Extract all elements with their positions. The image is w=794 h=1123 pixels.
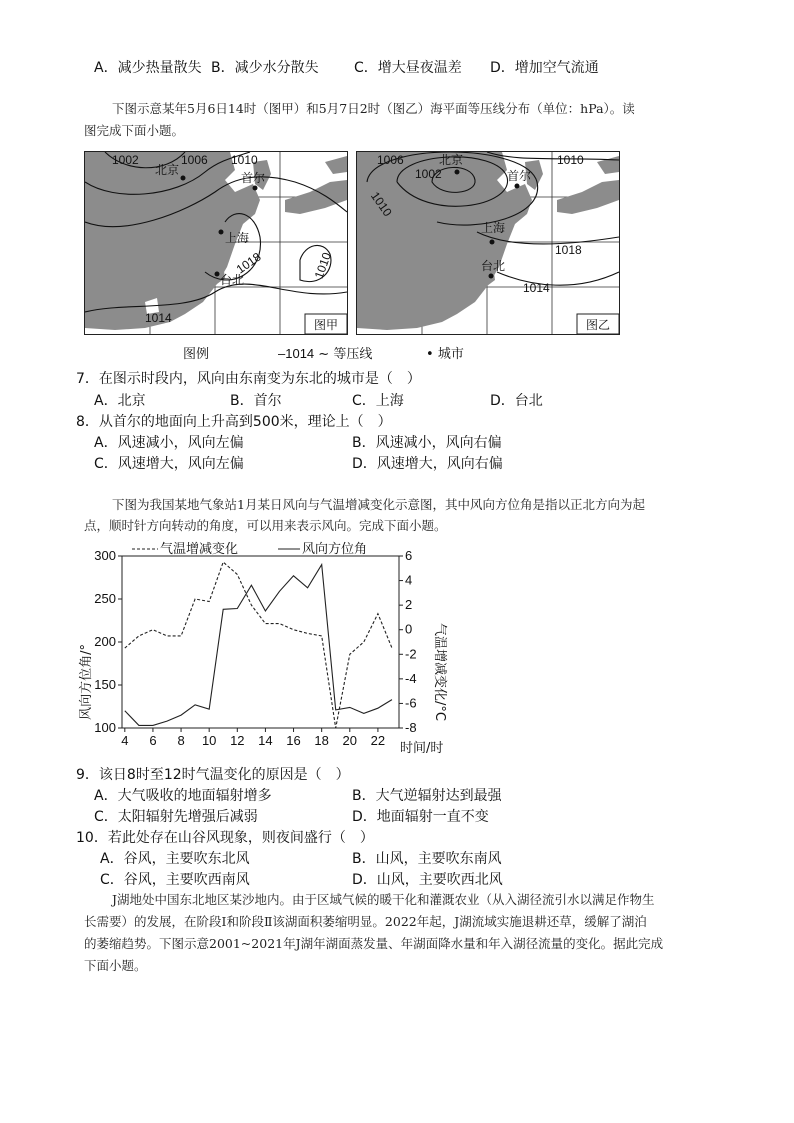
- city-dot-beijing: [455, 170, 460, 175]
- city-label-seoul: 首尔: [241, 171, 266, 185]
- city-label-beijing: 北京: [155, 163, 180, 177]
- y2-tick-label: 0: [405, 621, 413, 637]
- y-tick-label: 150: [94, 677, 116, 692]
- isobar-label-1010: 1010: [557, 153, 584, 167]
- intro-paragraph-2-line-2: 点，顺时针方向转动的角度，可以用来表示风向。完成下面小题。: [84, 518, 447, 533]
- q10-option-d: D．山风，主要吹西北风: [352, 872, 503, 888]
- x-tick-label: 8: [177, 733, 185, 748]
- city-label-taipei: 台北: [220, 273, 245, 287]
- q10-option-b: B．山风，主要吹东南风: [352, 851, 502, 867]
- map-tag-jia: 图甲: [314, 318, 339, 332]
- isobar-map-jia: [84, 151, 348, 335]
- q10-stem: 10．若此处存在山谷风现象，则夜间盛行（ ）: [76, 830, 374, 846]
- x-tick-label: 20: [342, 733, 358, 748]
- plot-frame: [122, 556, 399, 728]
- q9-option-b: B．大气逆辐射达到最强: [352, 788, 502, 804]
- series-temperature-line: [125, 562, 392, 728]
- isobar-label-1018: 1018: [555, 243, 582, 257]
- legend-isobar-value: 1014: [285, 346, 315, 361]
- wind-temperature-chart: [74, 540, 454, 758]
- isobar-label-1014: 1014: [145, 311, 172, 325]
- legend-temp-label: 气温增减变化: [160, 542, 239, 557]
- x-tick-label: 12: [230, 733, 245, 748]
- q7-option-b: B．首尔: [230, 393, 282, 409]
- legend-isobar-label: 等压线: [333, 347, 373, 362]
- city-label-beijing: 北京: [439, 153, 464, 167]
- x-tick-label: 4: [121, 733, 129, 748]
- q8-option-b: B．风速减小，风向右偏: [352, 435, 502, 451]
- q9-stem: 9．该日8时至12时气温变化的原因是（ ）: [76, 767, 350, 783]
- isobar-label-1018: 1018: [233, 249, 264, 277]
- city-label-shanghai: 上海: [225, 231, 250, 245]
- q7-stem: 7．在图示时段内，风向由东南变为东北的城市是（ ）: [76, 371, 421, 387]
- isobar-label-1006: 1006: [181, 153, 208, 167]
- city-dot-beijing: [181, 176, 186, 181]
- q8-option-d: D．风速增大，风向右偏: [352, 456, 503, 472]
- y2-tick-label: -4: [405, 670, 417, 686]
- city-label-seoul: 首尔: [507, 169, 532, 183]
- y2-tick-label: -8: [405, 720, 417, 735]
- city-dot-seoul: [253, 186, 258, 191]
- intro-paragraph-3-line-3: 的萎缩趋势。下图示意2001~2021年J湖年湖面蒸发量、年湖面降水量和年入湖径流量的变化。据此完成: [84, 936, 664, 951]
- isobar-map-yi: [356, 151, 620, 335]
- y-tick-label: 250: [94, 591, 116, 606]
- q9-option-d: D．地面辐射一直不变: [352, 809, 489, 825]
- city-dot-taipei: [215, 272, 220, 277]
- intro-paragraph-3-line-2: 长需要）的发展，在阶段Ⅰ和阶段Ⅱ该湖面积萎缩明显。2022年起，J湖流域实施退耕还草，缓解了湖泊: [84, 914, 647, 929]
- isobar-label-1010-b: 1010: [311, 250, 334, 281]
- y-tick-label: 300: [94, 548, 116, 563]
- q10-option-c: C．谷风，主要吹西南风: [100, 872, 250, 888]
- isobar-label-1014: 1014: [523, 281, 550, 295]
- y2-tick-label: 4: [405, 572, 413, 588]
- isobar-label-1002: 1002: [112, 153, 139, 167]
- q8-option-a: A．风速减小，风向左偏: [94, 435, 244, 451]
- isobar-label-1006: 1006: [377, 153, 404, 167]
- city-label-taipei: 台北: [481, 259, 506, 273]
- x-axis-label: 时间/时: [400, 741, 444, 756]
- city-dot-shanghai: [219, 230, 224, 235]
- legend-title: 图例: [183, 347, 210, 362]
- q10-option-a: A．谷风，主要吹东北风: [100, 851, 250, 867]
- y-tick-label: 100: [94, 720, 116, 735]
- x-tick-label: 16: [286, 733, 301, 748]
- q6-option-a: A．减少热量散失: [94, 60, 202, 76]
- city-dot-seoul: [515, 184, 520, 189]
- city-dot-shanghai: [490, 240, 495, 245]
- legend-isobar: –1014 ~ 等压线: [278, 346, 373, 362]
- y2-tick-label: -2: [405, 646, 417, 662]
- series-wind-direction-line: [125, 565, 392, 726]
- isobar-label-1010-b: 1010: [367, 189, 395, 220]
- intro-paragraph-2-line-1: 下图为我国某地气象站1月某日风向与气温增减变化示意图，其中风向方位角是指以正北方向为起: [112, 497, 645, 512]
- q7-option-a: A．北京: [94, 393, 146, 409]
- legend-wind-label: 风向方位角: [302, 542, 368, 557]
- x-tick-label: 10: [201, 733, 217, 748]
- isobar-label-1002: 1002: [415, 167, 442, 181]
- y2-axis-label: 气温增减变化/°C: [432, 623, 447, 721]
- y-tick-label: 200: [94, 634, 116, 649]
- y2-tick-label: -6: [405, 695, 417, 711]
- q6-option-c: C．增大昼夜温差: [354, 60, 462, 76]
- q8-option-c: C．风速增大，风向左偏: [94, 456, 244, 472]
- q9-option-c: C．太阳辐射先增强后减弱: [94, 809, 258, 825]
- q9-option-a: A．大气吸收的地面辐射增多: [94, 788, 272, 804]
- intro-paragraph-1-line-2: 图完成下面小题。: [84, 123, 185, 138]
- x-tick-label: 14: [258, 733, 273, 748]
- x-tick-label: 6: [149, 733, 157, 748]
- x-tick-label: 22: [370, 733, 386, 748]
- legend-city: [426, 343, 464, 362]
- q7-option-c: C．上海: [352, 393, 404, 409]
- legend-city-dot: •: [426, 347, 434, 362]
- q6-option-b: B．减少水分散失: [211, 60, 319, 76]
- intro-paragraph-1-line-1: 下图示意某年5月6日14时（图甲）和5月7日2时（图乙）海平面等压线分布（单位：hPa）。读: [112, 101, 635, 116]
- q8-stem: 8．从首尔的地面向上升高到500米，理论上（ ）: [76, 414, 392, 430]
- city-label-shanghai: 上海: [481, 221, 506, 235]
- q7-option-d: D．台北: [490, 393, 543, 409]
- intro-paragraph-3-line-4: 下面小题。: [84, 958, 147, 973]
- y2-tick-label: 6: [405, 548, 413, 563]
- legend-city-label: 城市: [437, 347, 464, 362]
- city-dot-taipei: [489, 274, 494, 279]
- intro-paragraph-3-line-1: J湖地处中国东北地区某沙地内。由于区域气候的暖干化和灌溉农业（从入湖径流引水以满足作物生: [112, 892, 655, 907]
- isobar-label-1010: 1010: [231, 153, 258, 167]
- q6-option-d: D．增加空气流通: [490, 60, 599, 76]
- y2-tick-label: 2: [405, 597, 413, 613]
- x-tick-label: 18: [314, 733, 329, 748]
- map-tag-yi: 图乙: [586, 318, 611, 332]
- y-axis-label: 风向方位角/°: [79, 644, 94, 720]
